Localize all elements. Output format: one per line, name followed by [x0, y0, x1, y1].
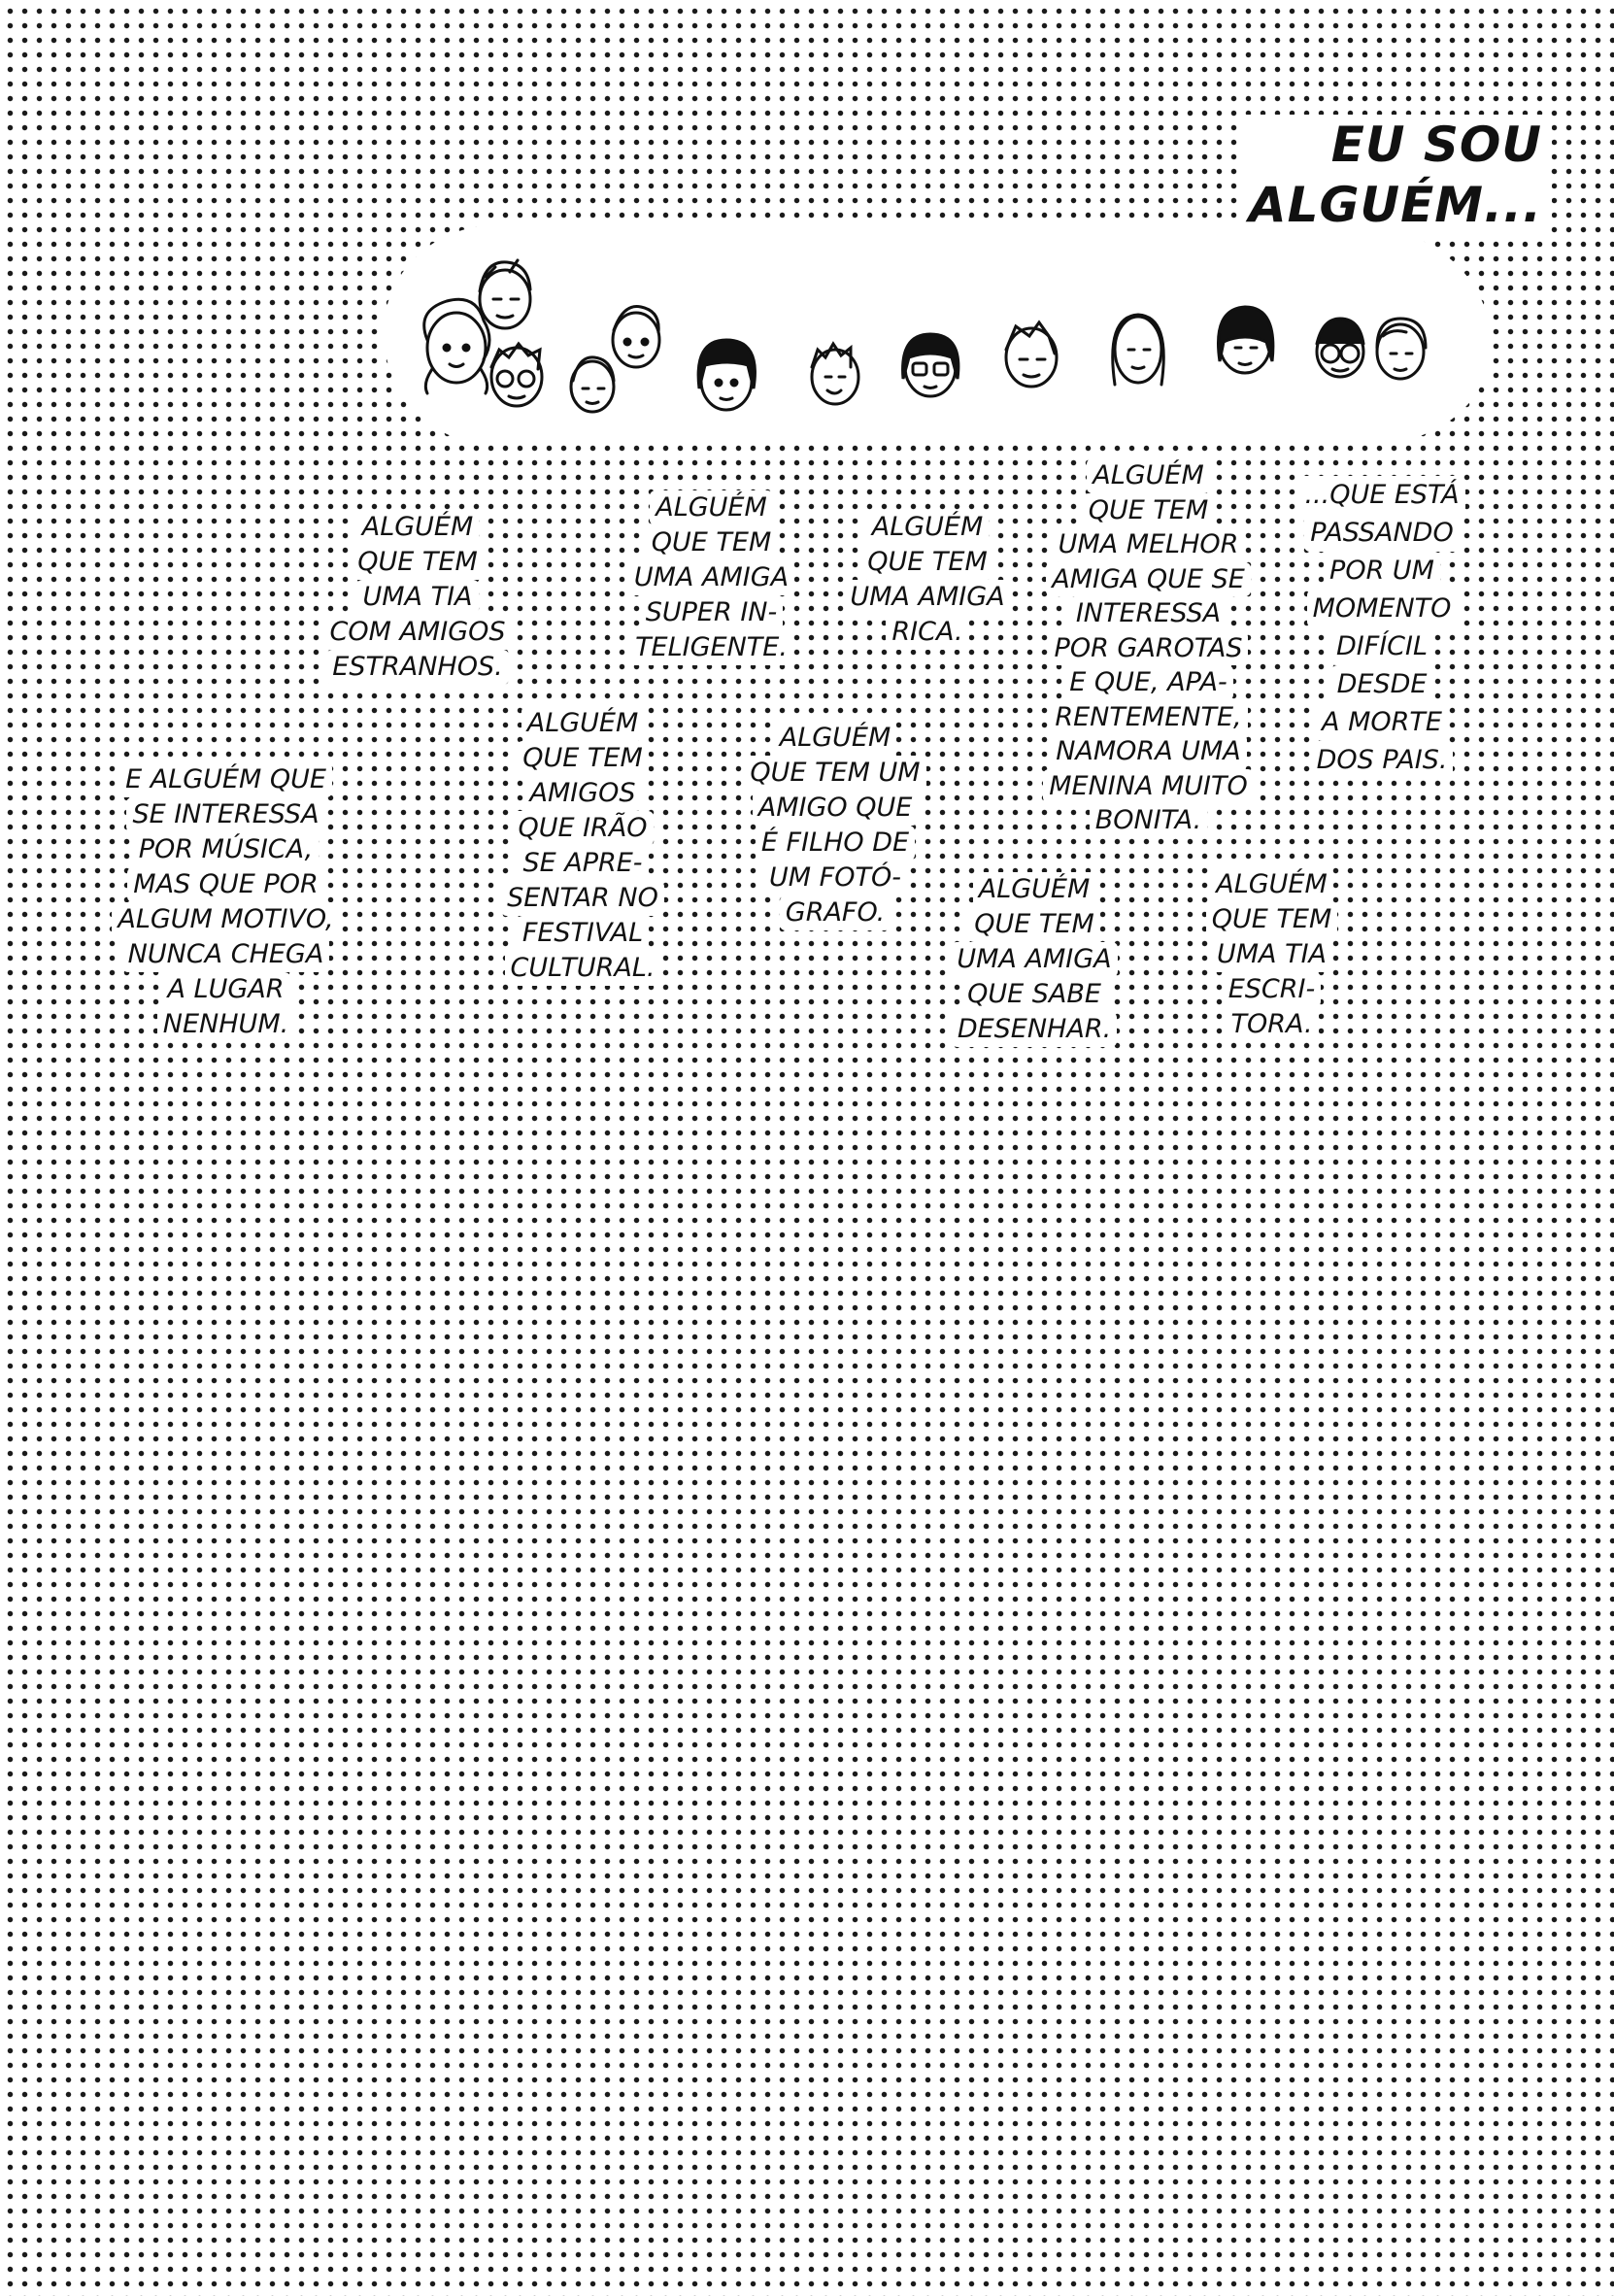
page-title: [1239, 115, 1552, 235]
caption-line: NENHUM.: [157, 1007, 294, 1042]
caption-line: QUE TEM: [1206, 902, 1338, 937]
caption-line: QUE TEM: [968, 907, 1100, 942]
caption-line: TELIGENTE.: [629, 630, 793, 665]
caption-line: INTERESSA: [1070, 596, 1227, 631]
caption-line: ALGUÉM: [1087, 458, 1210, 493]
caption-line: UMA MELHOR: [1053, 527, 1245, 562]
caption-melhor-amiga: [1029, 458, 1267, 838]
title-line-1: EU SOU: [1239, 115, 1552, 175]
caption-line: UMA TIA: [356, 580, 478, 615]
caption-line: SUPER IN-: [640, 595, 784, 630]
caption-line: MAS QUE POR: [127, 867, 323, 902]
face-cloud-bubble: [384, 225, 1491, 444]
caption-line: UMA AMIGA: [628, 560, 794, 595]
caption-line: ...QUE ESTÁ: [1298, 476, 1464, 514]
caption-line: ALGUÉM: [650, 490, 773, 525]
caption-line: BONITA.: [1090, 803, 1208, 838]
caption-line: QUE SABE: [961, 977, 1107, 1012]
caption-line: ALGUÉM: [866, 510, 990, 545]
caption-line: AMIGOS: [523, 776, 641, 811]
caption-musica: [92, 762, 359, 1042]
caption-line: QUE TEM UM: [744, 756, 925, 791]
caption-tia-amigos: [311, 510, 524, 685]
title-line-2: ALGUÉM...: [1239, 175, 1552, 235]
caption-line: POR MÚSICA,: [133, 832, 319, 867]
caption-line: É FILHO DE: [756, 826, 915, 861]
caption-line: GRAFO.: [780, 895, 891, 930]
caption-line: DIFÍCIL: [1330, 627, 1433, 665]
caption-line: QUE TEM: [352, 545, 484, 580]
caption-line: UMA AMIGA: [844, 580, 1010, 615]
caption-line: ALGUÉM: [1210, 867, 1333, 902]
caption-line: ALGUÉM: [973, 872, 1096, 907]
caption-line: ESCRI-: [1223, 972, 1322, 1007]
caption-festival: [486, 706, 680, 986]
caption-momento-dificil: [1280, 476, 1484, 779]
caption-line: NUNCA CHEGA: [122, 937, 330, 972]
caption-line: DESDE: [1331, 665, 1433, 703]
caption-line: SE INTERESSA: [126, 797, 324, 832]
caption-line: RENTEMENTE,: [1049, 700, 1247, 735]
caption-line: AMIGO QUE: [753, 791, 919, 826]
caption-fotografo: [733, 721, 937, 930]
caption-line: DESENHAR.: [952, 1012, 1117, 1047]
caption-tia-escritora: [1187, 867, 1357, 1042]
caption-line: SENTAR NO: [501, 881, 664, 916]
caption-amiga-rica: [830, 510, 1025, 650]
caption-line: DOS PAIS.: [1311, 741, 1454, 779]
caption-line: MOMENTO: [1307, 590, 1458, 627]
caption-line: ALGUÉM: [356, 510, 480, 545]
caption-line: ALGUÉM: [774, 721, 897, 756]
caption-line: POR GAROTAS: [1049, 631, 1249, 666]
caption-line: A LUGAR: [161, 972, 289, 1007]
caption-line: TORA.: [1225, 1007, 1318, 1042]
caption-line: A MORTE: [1316, 703, 1448, 741]
caption-desenhar: [937, 872, 1131, 1047]
caption-line: QUE TEM: [1083, 493, 1215, 528]
caption-line: E ALGUÉM QUE: [119, 762, 332, 797]
caption-line: ALGUÉM: [521, 706, 645, 741]
caption-line: PASSANDO: [1304, 514, 1459, 552]
caption-line: QUE TEM: [646, 525, 778, 560]
caption-amiga-inteligente: [607, 490, 816, 665]
caption-line: POR UM: [1324, 552, 1440, 590]
caption-line: ALGUM MOTIVO,: [112, 902, 339, 937]
caption-line: AMIGA QUE SE: [1046, 562, 1251, 597]
caption-line: ESTRANHOS.: [326, 650, 508, 685]
caption-line: FESTIVAL: [517, 916, 649, 951]
caption-line: UMA TIA: [1211, 937, 1332, 972]
caption-line: QUE TEM: [517, 741, 649, 776]
caption-line: CULTURAL.: [505, 951, 661, 986]
caption-line: UM FOTÓ-: [763, 861, 907, 895]
caption-line: NAMORA UMA: [1050, 734, 1247, 769]
caption-line: QUE TEM: [861, 545, 993, 580]
caption-line: COM AMIGOS: [323, 615, 511, 650]
caption-line: QUE IRÃO: [512, 811, 653, 846]
caption-line: RICA.: [886, 615, 968, 650]
caption-line: MENINA MUITO: [1043, 769, 1254, 804]
caption-line: UMA AMIGA: [951, 942, 1117, 977]
caption-line: E QUE, APA-: [1063, 665, 1233, 700]
caption-line: SE APRE-: [517, 846, 648, 881]
